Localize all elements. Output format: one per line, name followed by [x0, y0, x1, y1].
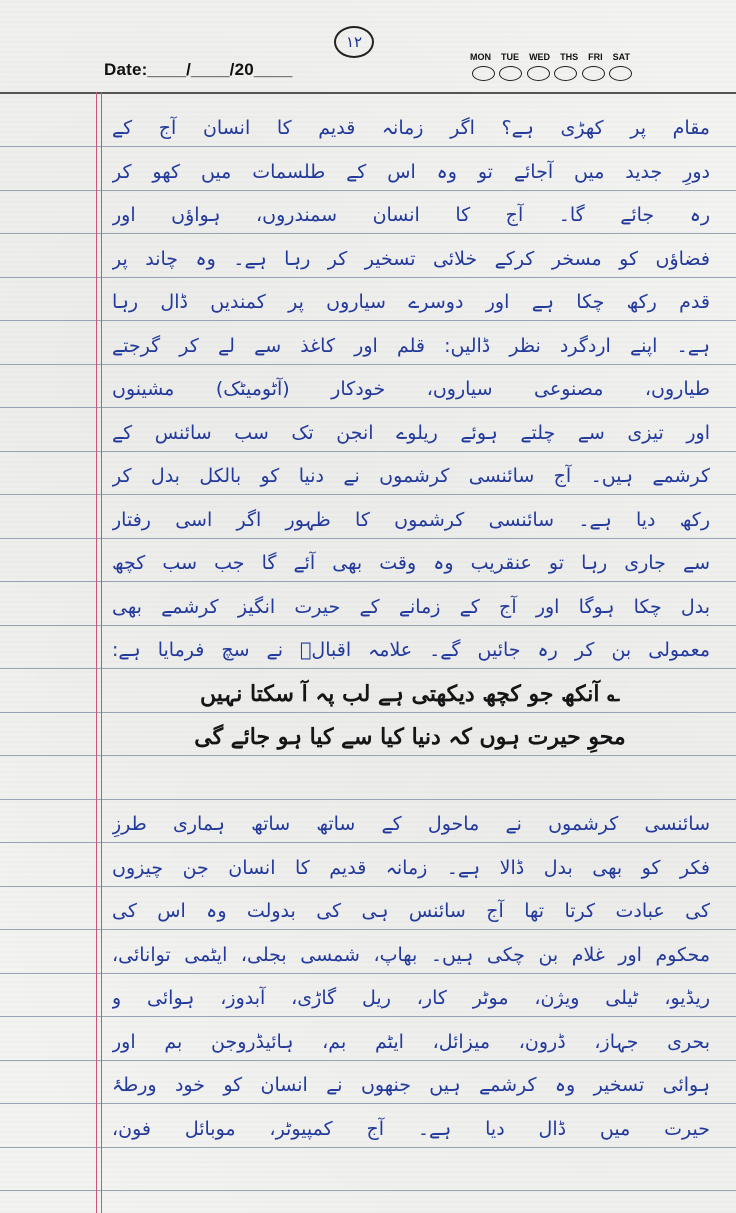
text-line: ریڈیو، ٹیلی ویژن، موٹر کار، ریل گاڑی، آبدوز، ہوائی و: [112, 987, 710, 1009]
weekday-circle: [609, 66, 632, 81]
text-line: رہ جائے گا۔ آج کا انسان سمندروں، ہواؤں اور: [112, 204, 710, 226]
ruled-line: [0, 1190, 736, 1191]
header-rule: [0, 92, 736, 94]
weekday-circle: [582, 66, 605, 81]
couplet-line: محوِ حیرت ہوں کہ دنیا کیا سے کیا ہو جائے گی: [194, 724, 626, 750]
weekday-circle: [554, 66, 577, 81]
text-line: معمولی بن کر رہ جائیں گے۔ علامہ اقبالؒ نے سچ فرمایا ہے:: [112, 639, 710, 661]
weekday-labels: [470, 52, 630, 62]
text-line: سائنسی کرشموں نے ماحول کے ساتھ ساتھ ہماری طرزِ: [112, 813, 710, 835]
text-line: فکر کو بھی بدل ڈالا ہے۔ زمانہ قدیم کا انسان جن چیزوں: [112, 857, 710, 879]
text-line: مقام پر کھڑی ہے؟ اگر زمانہ قدیم کا انسان آج کے: [112, 117, 710, 139]
page-number: ۱۲: [334, 26, 374, 58]
text-line: طیاروں، مصنوعی سیاروں، خودکار (آٹومیٹک) مشینوں: [112, 378, 710, 400]
text-line: محکوم اور غلام بن چکی ہیں۔ بھاپ، شمسی بجلی، ایٹمی توانائی،: [112, 944, 710, 966]
text-line: دورِ جدید میں آجائے تو وہ اس کے طلسمات میں کھو کر: [112, 161, 710, 183]
page-header: [0, 0, 736, 92]
text-line: رکھ دیا ہے۔ سائنسی کرشموں کا ظہور اگر اسی رفتار: [112, 509, 710, 531]
weekday-circles: [472, 66, 632, 81]
text-line: کرشمے ہیں۔ آج سائنسی کرشموں نے دنیا کو بالکل بدل کر: [112, 465, 710, 487]
weekday-label: SAT: [612, 52, 630, 62]
weekday-label: MON: [470, 52, 491, 62]
left-margin-line-inner: [101, 92, 102, 1213]
text-line: ہوائی تسخیر وہ کرشمے ہیں جنھوں نے انسان کو خود ورطۂ: [112, 1074, 710, 1096]
text-line: ہے۔ اپنے اردگرد نظر ڈالیں: قلم اور کاغذ سے لے کر گرجتے: [112, 335, 710, 357]
text-line: بحری جہاز، ڈرون، میزائل، ایٹم بم، ہائیڈروجن بم اور: [112, 1031, 710, 1053]
text-line: قدم رکھ چکا ہے اور دوسرے سیاروں پر کمندیں ڈال رہا: [112, 291, 710, 313]
date-field: Date:____/____/20____: [104, 60, 293, 79]
weekday-label: FRI: [588, 52, 603, 62]
weekday-label: TUE: [501, 52, 520, 62]
weekday-circle: [472, 66, 495, 81]
text-line: اور تیزی سے چلتے ہوئے ریلوے انجن تک سب سائنس کے: [112, 422, 710, 444]
weekday-circle: [527, 66, 550, 81]
couplet-line: ؎ آنکھ جو کچھ دیکھتی ہے لب پہ آ سکتا نہیں: [199, 681, 621, 707]
weekday-circle: [499, 66, 522, 81]
weekday-label: THS: [560, 52, 579, 62]
left-margin-line: [96, 92, 97, 1213]
text-line: حیرت میں ڈال دیا ہے۔ آج کمپیوٹر، موبائل فون،: [112, 1118, 710, 1140]
weekday-label: WED: [529, 52, 551, 62]
text-line: کی عبادت کرتا تھا آج سائنس ہی کی بدولت وہ اس کی: [112, 900, 710, 922]
text-line: سے جاری رہا تو عنقریب وہ وقت بھی آئے گا جب سب کچھ: [112, 552, 710, 574]
ruled-line: [0, 799, 736, 800]
text-line: فضاؤں کو مسخر کرکے خلائی تسخیر کر رہا ہے۔ وہ چاند پر: [112, 248, 710, 270]
text-line: بدل چکا ہوگا اور آج کے زمانے کے حیرت انگیز کرشمے بھی: [112, 596, 710, 618]
